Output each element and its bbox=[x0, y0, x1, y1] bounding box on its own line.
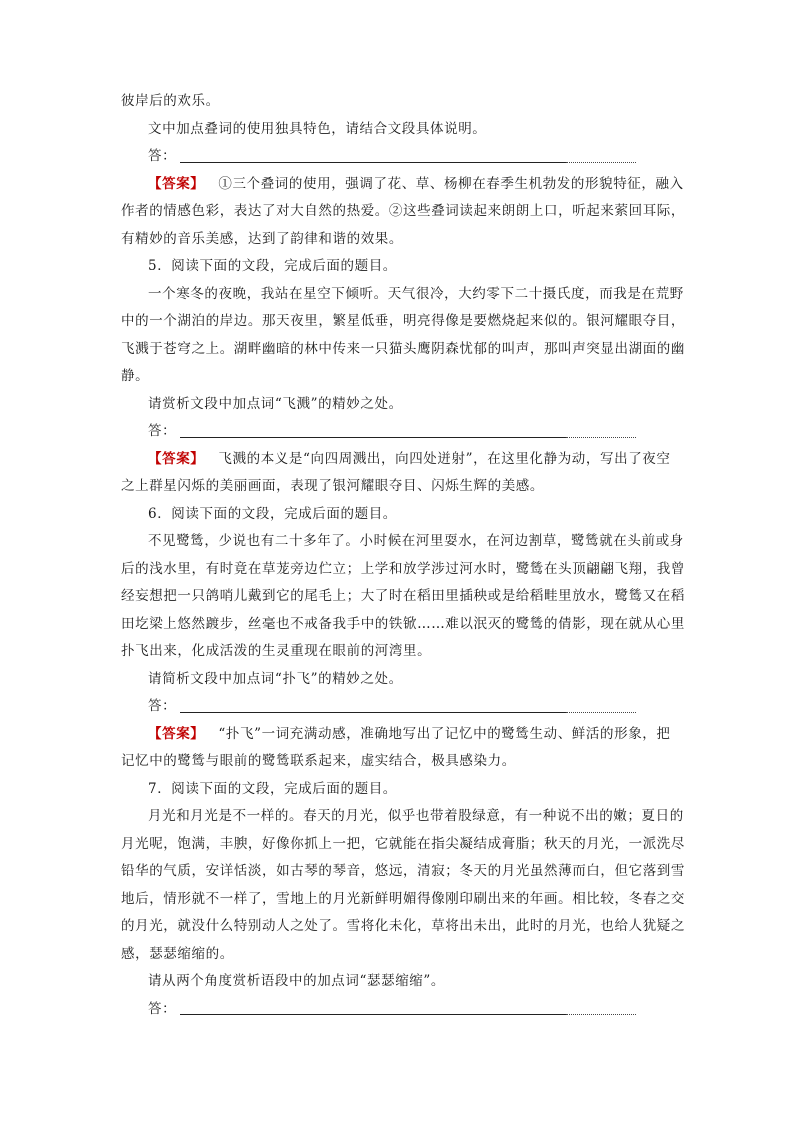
answer-text: “扑飞”一词充满动感，准确地写出了记忆中的鹭鸶生动、鲜活的形象，把 bbox=[218, 725, 671, 742]
text-line: 中的一个湖泊的岸边。那天夜里，繁星低垂，明亮得像是要燃烧起来似的。银河耀眼夺目， bbox=[121, 313, 685, 329]
text-line: 铅华的气质，安详恬淡，如古琴的琴音，悠远，清寂；冬天的月光虽然薄而白，但它落到雪 bbox=[121, 863, 685, 879]
answer-tag: 【答案】 bbox=[148, 450, 205, 467]
answer-blank-line bbox=[121, 143, 676, 171]
text-line: 记忆中的鹭鸶与眼前的鹭鸶联系起来，虚实结合，极具感染力。 bbox=[121, 753, 516, 769]
answer-blank-line bbox=[121, 996, 676, 1024]
answer-write-line[interactable] bbox=[180, 701, 566, 713]
answer-label: 答： bbox=[148, 423, 177, 439]
answer-label: 答： bbox=[148, 1000, 177, 1017]
text-line: 文中加点叠词的使用独具特色，请结合文段具体说明。 bbox=[148, 120, 487, 137]
answer-text: ①三个叠词的使用，强调了花、草、杨柳在春季生机勃发的形貌特征，融入 bbox=[218, 175, 684, 192]
text-line: 月光和月光是不一样的。春天的月光，似乎也带着股绿意，有一种说不出的嫩；夏日的 bbox=[148, 808, 684, 824]
text-line: 请赏析文段中加点词“飞溅”的精妙之处。 bbox=[148, 395, 403, 412]
text-line: 一个寒冬的夜晚，我站在星空下倾听。天气很冷，大约零下二十摄氏度，而我是在荒野 bbox=[148, 285, 684, 302]
text-line: 飞溅于苍穹之上。湖畔幽暗的林中传来一只猫头鹰阴森忧郁的叫声，那叫声突显出湖面的幽 bbox=[121, 340, 685, 357]
text-line: 5．阅读下面的文段，完成后面的题目。 bbox=[148, 258, 397, 274]
answer-paragraph bbox=[121, 721, 676, 749]
answer-text: 飞溅的本义是“向四周溅出，向四处迸射”，在这里化静为动，写出了夜空 bbox=[218, 450, 671, 467]
text-line: 地后，情形就不一样了，雪地上的月光新鲜明媚得像刚印刷出来的年画。相比较，冬春之交 bbox=[121, 890, 685, 907]
text-line: 6．阅读下面的文段，完成后面的题目。 bbox=[148, 505, 397, 522]
answer-write-line[interactable] bbox=[180, 1003, 566, 1015]
answer-write-line[interactable] bbox=[180, 426, 566, 438]
text-line: 之上群星闪烁的美丽画面，表现了银河耀眼夺目、闪烁生辉的美感。 bbox=[121, 478, 544, 494]
text-line: 田圪梁上悠然踱步，丝毫也不戒备我手中的铁锨……难以泯灭的鹭鸶的倩影，现在就从心里 bbox=[121, 615, 685, 632]
answer-write-line[interactable] bbox=[180, 151, 566, 163]
answer-label: 答： bbox=[148, 698, 177, 714]
text-line: 后的浅水里，有时竟在草茏旁边伫立；上学和放学涉过河水时，鹭鸶在头顶翩翩飞翔，我曾 bbox=[121, 560, 685, 577]
text-line: 彼岸后的欢乐。 bbox=[121, 93, 220, 109]
answer-dotted-line bbox=[566, 1003, 636, 1015]
answer-paragraph bbox=[121, 171, 684, 199]
text-line: 经妄想把一只鸽哨儿戴到它的尾毛上；大了时在稻田里插秧或是给稻畦里放水，鹭鸶又在稻 bbox=[121, 588, 685, 604]
text-line: 不见鹭鸶，少说也有二十多年了。小时候在河里耍水，在河边割草，鹭鸶就在头前或身 bbox=[148, 533, 684, 549]
answer-dotted-line bbox=[566, 151, 636, 163]
text-line: 月光呢，饱满，丰腴，好像你抓上一把，它就能在指尖凝结成膏脂；秋天的月光，一派洗尽 bbox=[121, 835, 685, 852]
text-line: 静。 bbox=[121, 368, 150, 384]
text-line: 7．阅读下面的文段，完成后面的题目。 bbox=[148, 780, 397, 797]
text-line: 的月光，就没什么特别动人之处了。雪将化未化，草将出未出，此时的月光，也给人犹疑之 bbox=[121, 918, 685, 934]
answer-dotted-line bbox=[566, 701, 636, 713]
text-line: 请从两个角度赏析语段中的加点词“瑟瑟缩缩”。 bbox=[148, 973, 446, 989]
text-line: 感，瑟瑟缩缩的。 bbox=[121, 945, 234, 962]
text-line: 有精妙的音乐美感，达到了韵律和谐的效果。 bbox=[121, 230, 403, 247]
text-line: 请简析文段中加点词“扑飞”的精妙之处。 bbox=[148, 670, 403, 687]
text-line: 扑飞出来，化成活泼的生灵重现在眼前的河湾里。 bbox=[121, 643, 432, 659]
document-body bbox=[121, 88, 685, 1023]
answer-paragraph bbox=[121, 446, 676, 474]
answer-blank-line bbox=[121, 418, 676, 446]
answer-tag: 【答案】 bbox=[148, 725, 205, 742]
answer-dotted-line bbox=[566, 426, 636, 438]
answer-label: 答： bbox=[148, 148, 177, 164]
text-line: 作者的情感色彩，表达了对大自然的热爱。②这些叠词读起来朗朗上口，听起来萦回耳际， bbox=[121, 203, 685, 219]
answer-blank-line bbox=[121, 693, 676, 721]
answer-tag: 【答案】 bbox=[148, 175, 205, 192]
